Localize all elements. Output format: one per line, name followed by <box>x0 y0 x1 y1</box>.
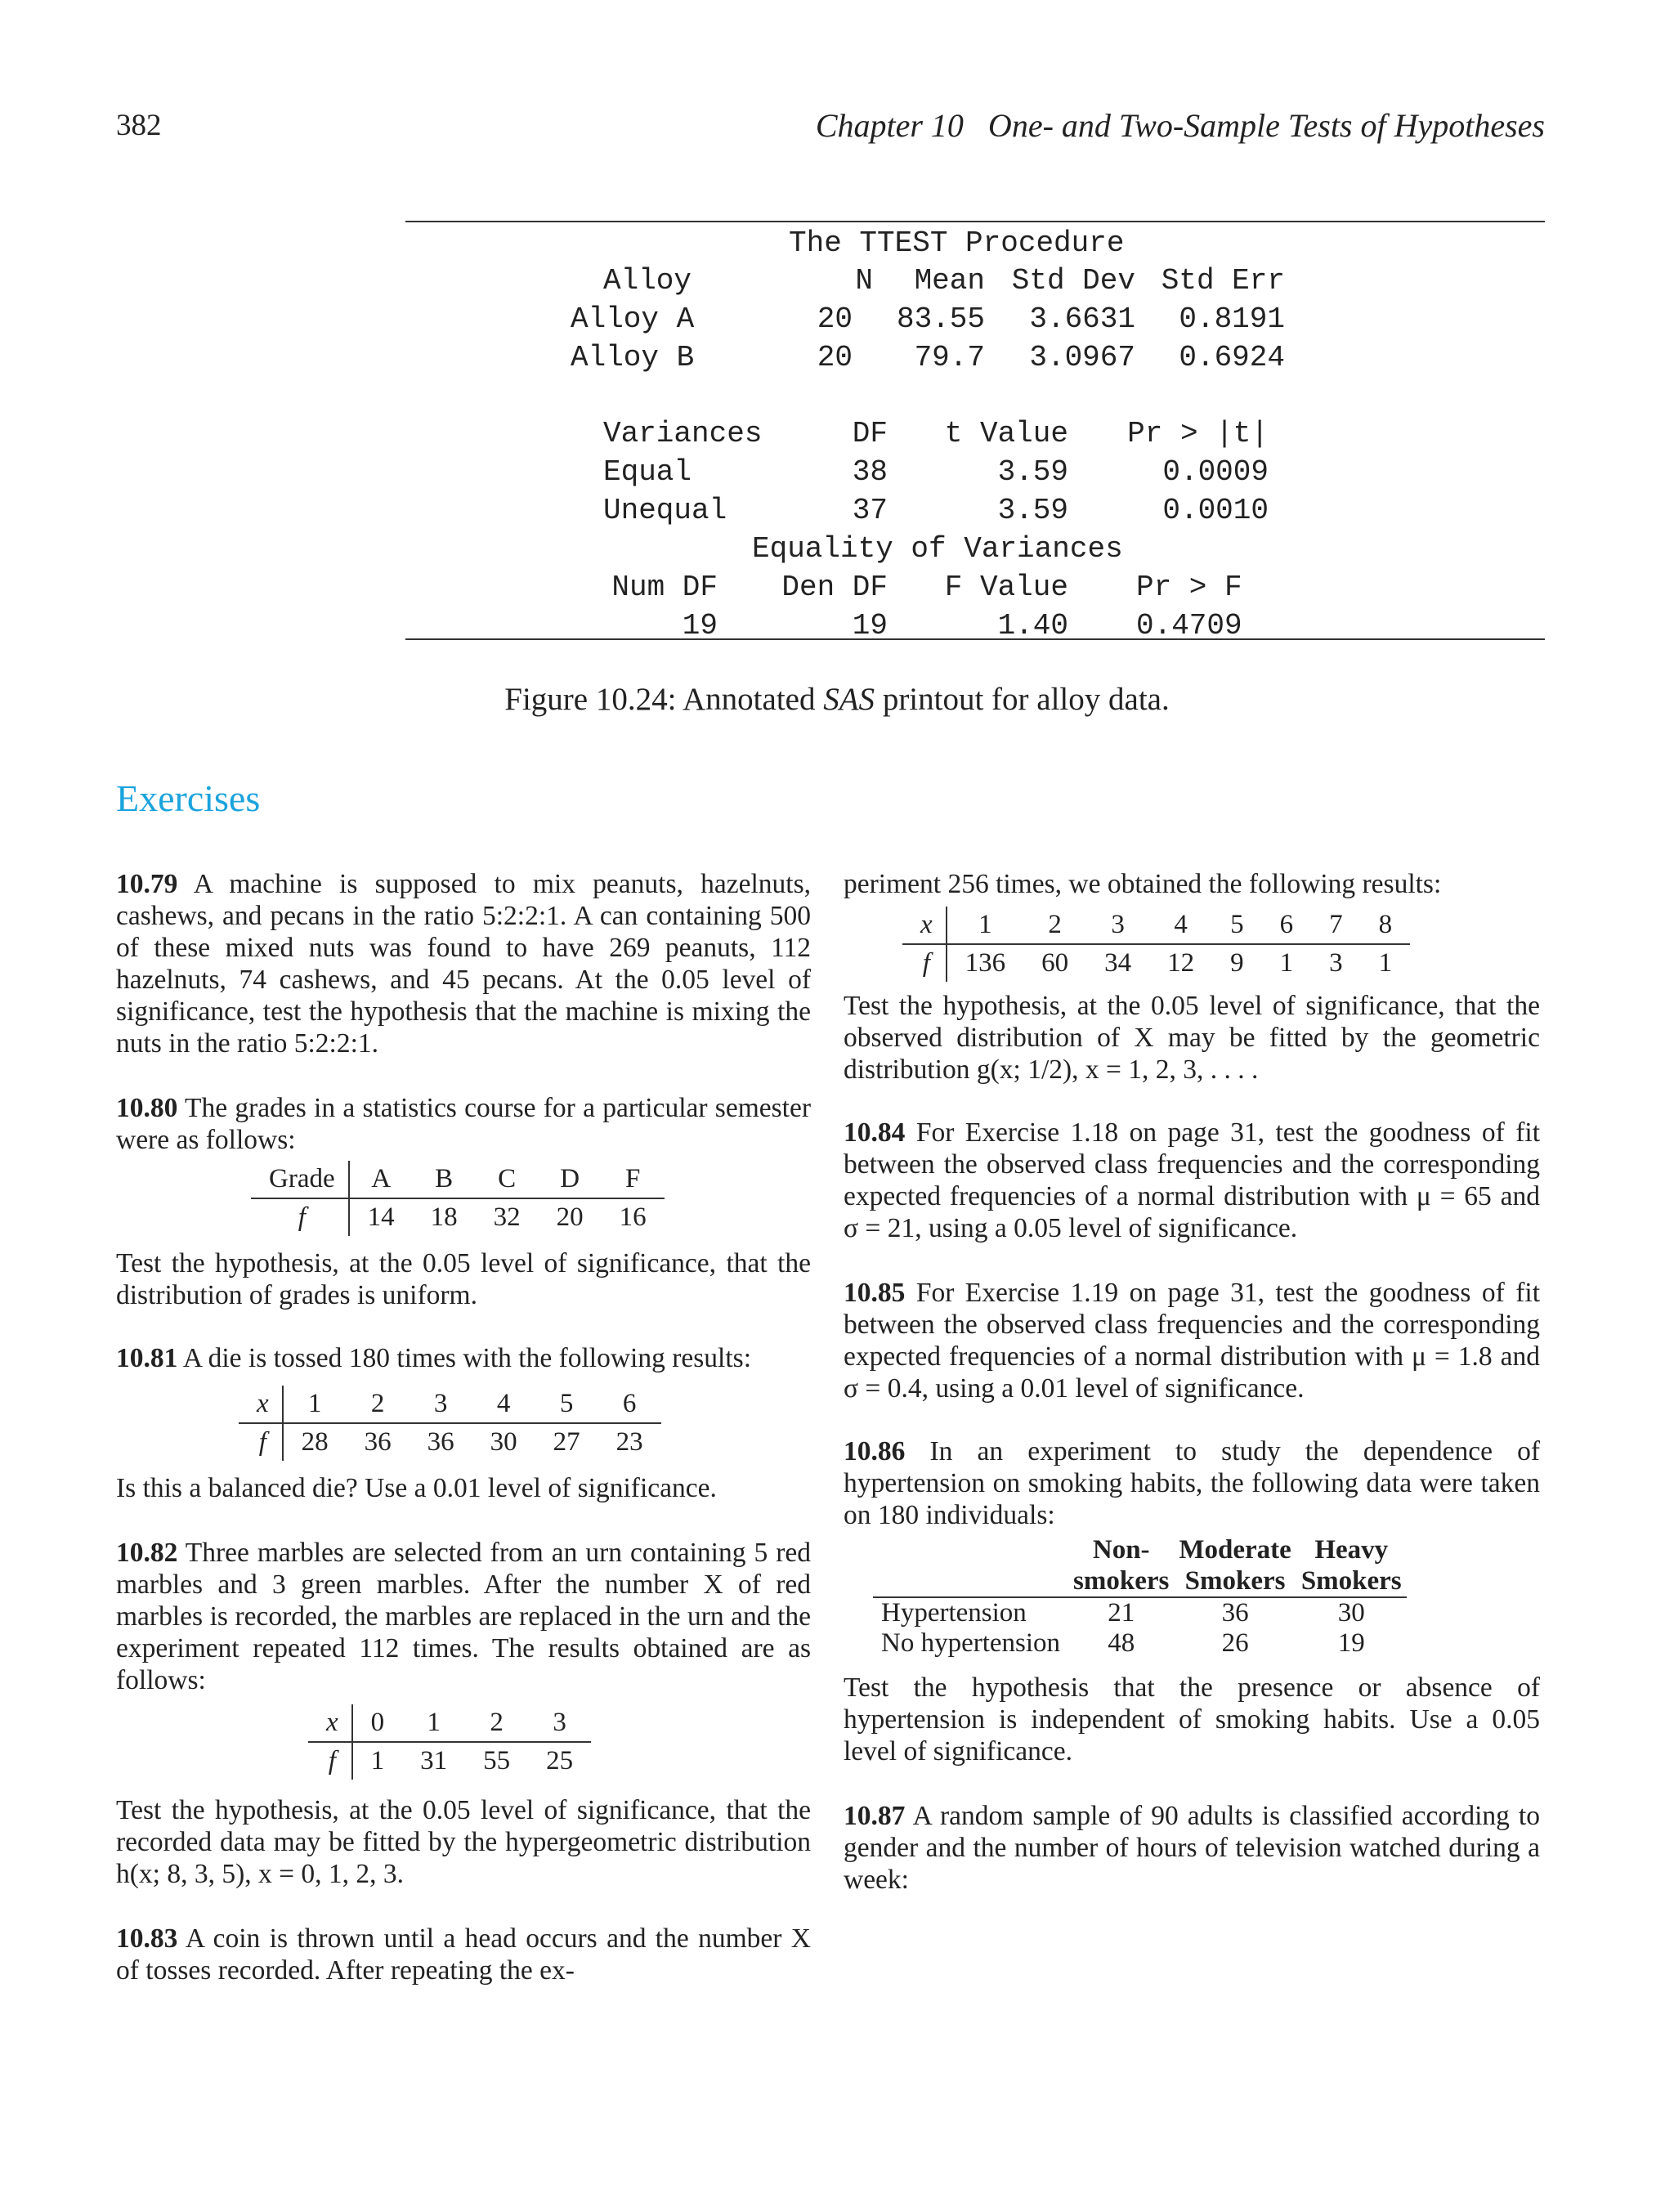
x-cell: 3 <box>1086 907 1149 944</box>
exercise-10-80-question: Test the hypothesis, at the 0.05 level of significance, that the distribution of grades is uniform. <box>116 1248 811 1310</box>
smoking-cell: 30 <box>1337 1598 1365 1628</box>
grades-row-label: Grade <box>251 1161 349 1198</box>
frequency-cell: 28 <box>301 1427 329 1457</box>
sas-f-header-pr: Pr > F <box>1136 571 1242 604</box>
sas-equality-title: Equality of Variances <box>752 532 1123 566</box>
sas-stats-row-stddev: 3.0967 <box>1029 341 1135 374</box>
x-cell: 5 <box>535 1386 598 1423</box>
frequency-row-label: f <box>308 1742 352 1780</box>
frequency-cell: 136 <box>965 948 1006 978</box>
header-line: smokers <box>1073 1566 1170 1596</box>
sas-f-row-dendf: 19 <box>852 609 888 643</box>
grade-cell: B <box>413 1161 476 1198</box>
header-line: Smokers <box>1184 1566 1286 1596</box>
sas-top-rule <box>405 221 1545 222</box>
figure-caption-label: Figure 10.24: Annotated <box>504 682 816 717</box>
grade-cell: C <box>476 1161 539 1198</box>
frequency-cell: 55 <box>483 1746 511 1775</box>
frequency-cell: 1 <box>370 1746 385 1775</box>
sas-ttest-row-label: Unequal <box>603 494 727 527</box>
x-cell: 3 <box>528 1704 591 1742</box>
exercise-10-86-question: Test the hypothesis that the presence or absence of hypertension is independent of smoking habits. Use a 0.05 level of significance. <box>844 1672 1540 1766</box>
sas-stats-header-n: N <box>855 264 873 298</box>
x-cell: 2 <box>1023 907 1086 944</box>
sas-ttest-row-t: 3.59 <box>997 455 1068 489</box>
smoking-header-heavy <box>1296 1534 1407 1597</box>
grades-table <box>251 1161 665 1236</box>
exercise-10-82-question: Test the hypothesis, at the 0.05 level of significance, that the recorded data may be fitted by the hypergeometric distribution h(x; 8, 3, 5), x = 0, 1, 2, 3. <box>116 1795 811 1889</box>
sas-ttest-row-df: 37 <box>852 494 888 527</box>
x-cell: 4 <box>472 1386 535 1423</box>
x-cell: 5 <box>1212 907 1262 944</box>
x-row-label: x <box>902 907 947 944</box>
exercise-10-87 <box>844 1800 1540 1896</box>
left-column <box>116 868 811 1986</box>
sas-stats-header-alloy: Alloy <box>603 264 692 298</box>
header-line: Non- <box>1092 1535 1150 1565</box>
sas-stats-header-mean: Mean <box>914 264 985 298</box>
exercise-number: 10.86 <box>844 1436 906 1466</box>
grade-cell: F <box>602 1161 665 1198</box>
x-cell: 7 <box>1311 907 1361 944</box>
exercise-10-82 <box>116 1537 811 1696</box>
frequency-cell: 27 <box>553 1427 580 1457</box>
frequency-cell: 18 <box>430 1202 458 1232</box>
exercise-text: For Exercise 1.18 on page 31, test the goodness of fit between the observed class frequencies and the corresponding expected frequencies of a normal distribution with μ = 65 and σ = 21, using a 0.05 level of significance. <box>844 1117 1540 1243</box>
sas-f-header-fvalue: F Value <box>944 571 1068 604</box>
exercise-number: 10.83 <box>116 1923 178 1954</box>
figure-caption-rest: printout for alloy data. <box>882 682 1170 717</box>
frequency-cell: 3 <box>1329 948 1343 978</box>
exercise-number: 10.82 <box>116 1538 178 1568</box>
exercise-10-81 <box>116 1342 811 1374</box>
x-cell: 1 <box>283 1386 347 1423</box>
exercise-text: A die is tossed 180 times with the following results: <box>182 1343 751 1373</box>
x-row-label: x <box>308 1704 352 1742</box>
frequency-cell: 16 <box>619 1202 647 1232</box>
exercise-10-83-question: Test the hypothesis, at the 0.05 level of significance, that the observed distribution of X may be fitted by the geometric distribution g(x; 1/2), x = 1, 2, 3, . . . . <box>844 991 1540 1085</box>
exercise-number: 10.81 <box>116 1343 178 1373</box>
sas-f-header-numdf: Num DF <box>611 571 718 604</box>
exercise-text: A coin is thrown until a head occurs and the number X of tosses recorded. After repeating the ex- <box>116 1923 811 1986</box>
frequency-cell: 60 <box>1041 948 1069 978</box>
frequency-cell: 9 <box>1230 948 1244 978</box>
x-row-label: x <box>239 1386 283 1423</box>
x-cell: 4 <box>1149 907 1212 944</box>
x-cell: 1 <box>402 1704 465 1742</box>
frequency-cell: 36 <box>427 1427 454 1457</box>
sas-stats-row-label: Alloy B <box>571 341 695 374</box>
sas-stats-row-stderr: 0.6924 <box>1179 341 1285 374</box>
exercise-text: For Exercise 1.19 on page 31, test the goodness of fit between the observed class frequencies and the corresponding expected frequencies of a normal distribution with μ = 1.8 and σ = 0.4, using a 0.01 level of significance. <box>844 1278 1540 1404</box>
smoking-cell: 48 <box>1108 1628 1135 1658</box>
figure-caption <box>0 681 1674 718</box>
sas-ttest-header-variances: Variances <box>603 417 763 450</box>
exercise-number: 10.85 <box>844 1278 906 1308</box>
sas-f-row-numdf: 19 <box>682 609 718 643</box>
exercise-10-83-continued: periment 256 times, we obtained the following results: <box>844 869 1442 899</box>
smoking-header-moderate <box>1174 1534 1296 1597</box>
exercise-10-81-question: Is this a balanced die? Use a 0.01 level of significance. <box>116 1473 717 1503</box>
smoking-row-label: No hypertension <box>881 1628 1061 1658</box>
coin-table <box>902 907 1410 982</box>
frequency-cell: 36 <box>364 1427 392 1457</box>
sas-ttest-row-p: 0.0009 <box>1162 455 1269 489</box>
frequency-cell: 20 <box>556 1202 584 1232</box>
x-cell: 6 <box>1262 907 1312 944</box>
frequency-cell: 1 <box>1378 948 1393 978</box>
exercise-text: A random sample of 90 adults is classified according to gender and the number of hours of television watched during a week: <box>844 1801 1540 1895</box>
sas-ttest-row-label: Equal <box>603 455 692 489</box>
smoking-cell: 21 <box>1108 1598 1135 1628</box>
sas-f-row-pr: 0.4709 <box>1136 609 1242 643</box>
smoking-cell: 19 <box>1337 1628 1365 1658</box>
smoking-table-corner <box>873 1534 1068 1597</box>
exercise-10-86 <box>844 1435 1540 1531</box>
sas-bottom-rule <box>405 638 1545 640</box>
frequency-row-label: f <box>239 1423 283 1461</box>
x-cell: 0 <box>352 1704 403 1742</box>
smoking-cell: 36 <box>1221 1598 1249 1628</box>
page-number: 382 <box>116 109 162 142</box>
sas-ttest-row-df: 38 <box>852 455 888 489</box>
x-cell: 2 <box>465 1704 528 1742</box>
smoking-cell: 26 <box>1221 1628 1249 1658</box>
exercise-text: A machine is supposed to mix peanuts, hazelnuts, cashews, and pecans in the ratio 5:2:2:1. A can containing 500 of these mixed nuts was found to have 269 peanuts, 112 hazelnuts, 74 cashews, and 45 pecans. At the 0.05 level of significance, test the hypothesis that the machine is mixing the nuts in the ratio 5:2:2:1. <box>116 869 811 1059</box>
sas-f-row-fvalue: 1.40 <box>997 609 1068 643</box>
x-cell: 6 <box>598 1386 661 1423</box>
smoking-header-nonsmokers <box>1068 1534 1174 1597</box>
exercises-heading: Exercises <box>116 777 261 819</box>
sas-stats-row-stddev: 3.6631 <box>1029 302 1135 336</box>
figure-caption-sas: SAS <box>823 682 875 717</box>
x-cell: 2 <box>347 1386 410 1423</box>
exercise-10-84 <box>844 1117 1540 1244</box>
frequency-cell: 14 <box>367 1202 395 1232</box>
frequency-cell: 1 <box>1279 948 1294 978</box>
sas-ttest-header-tvalue: t Value <box>944 417 1068 450</box>
sas-stats-header-stddev: Std Dev <box>1011 264 1135 298</box>
sas-stats-row-n: 20 <box>817 341 853 374</box>
exercise-10-83 <box>116 1923 811 1986</box>
running-head: Chapter 10 One- and Two-Sample Tests of Hypotheses <box>815 107 1545 144</box>
header-line: Smokers <box>1300 1566 1402 1596</box>
exercise-10-85 <box>844 1277 1540 1404</box>
sas-stats-row-mean: 83.55 <box>896 302 985 336</box>
frequency-row-label: f <box>902 944 947 982</box>
x-cell: 8 <box>1361 907 1411 944</box>
die-table <box>239 1386 661 1461</box>
sas-ttest-row-t: 3.59 <box>997 494 1068 527</box>
grade-cell: D <box>539 1161 602 1198</box>
header-line: Heavy <box>1314 1535 1389 1565</box>
sas-stats-row-n: 20 <box>817 302 853 336</box>
x-cell: 1 <box>947 907 1024 944</box>
grade-cell: A <box>349 1161 413 1198</box>
sas-stats-row-label: Alloy A <box>571 302 695 336</box>
exercise-text: Three marbles are selected from an urn containing 5 red marbles and 3 green marbles. After the number X of red marbles is recorded, the marbles are replaced in the urn and the experiment repeated 112 times. The results obtained are as follows: <box>116 1538 811 1695</box>
x-cell: 3 <box>410 1386 472 1423</box>
smoking-table <box>873 1534 1407 1659</box>
exercise-text: The grades in a statistics course for a particular semester were as follows: <box>116 1093 811 1155</box>
sas-title: The TTEST Procedure <box>789 226 1125 260</box>
exercise-number: 10.79 <box>116 869 178 899</box>
exercise-number: 10.80 <box>116 1093 178 1123</box>
right-column <box>844 868 1540 1896</box>
frequency-cell: 31 <box>420 1746 448 1775</box>
sas-ttest-header-df: DF <box>852 417 888 450</box>
marbles-table <box>308 1704 591 1780</box>
smoking-row-label: Hypertension <box>881 1598 1027 1628</box>
exercise-number: 10.84 <box>844 1117 906 1148</box>
frequency-cell: 12 <box>1167 948 1195 978</box>
exercise-text: In an experiment to study the dependence of hypertension on smoking habits, the following data were taken on 180 individuals: <box>844 1436 1540 1530</box>
frequency-cell: 32 <box>493 1202 521 1232</box>
sas-f-header-dendf: Den DF <box>781 571 888 604</box>
exercise-number: 10.87 <box>844 1801 906 1831</box>
frequency-cell: 34 <box>1104 948 1132 978</box>
exercise-10-80 <box>116 1092 811 1156</box>
frequency-cell: 30 <box>490 1427 517 1457</box>
frequency-cell: 23 <box>615 1427 643 1457</box>
exercise-10-79 <box>116 868 811 1059</box>
sas-ttest-row-p: 0.0010 <box>1162 494 1269 527</box>
frequency-row-label: f <box>251 1198 349 1236</box>
sas-ttest-header-pr: Pr > |t| <box>1127 417 1269 450</box>
sas-stats-header-stderr: Std Err <box>1161 264 1285 298</box>
sas-stats-row-mean: 79.7 <box>914 341 985 374</box>
frequency-cell: 25 <box>546 1746 574 1775</box>
sas-stats-row-stderr: 0.8191 <box>1179 302 1285 336</box>
header-line: Moderate <box>1179 1535 1291 1565</box>
